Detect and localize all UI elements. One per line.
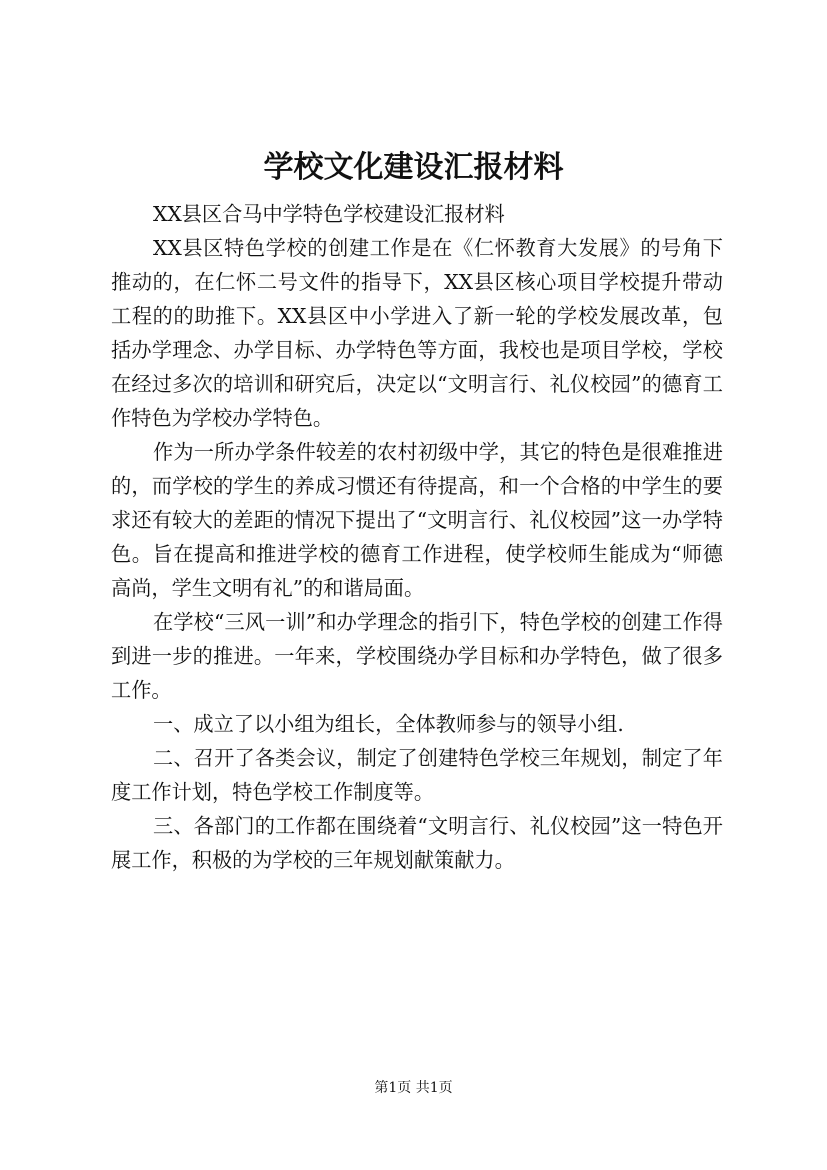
page-number-footer: 第1页 共1页 [374, 1080, 453, 1096]
paragraph-6: 三、各部门的工作都在围绕着“文明言行、礼仪校园”这一特色开展工作，积极的为学校的三年规划献策献力。 [111, 814, 723, 872]
document-body [111, 197, 723, 877]
paragraph-1: XX县区特色学校的创建工作是在《仁怀教育大发展》的号角下推动的，在仁怀二号文件的指导下，XX县区核心项目学校提升带动工程的的助推下。XX县区中小学进入了新一轮的学校发展改革，包括办学理念、办学目标、办学特色等方面，我校也是项目学校，学校在经过多次的培训和研究后，决定以“文明言行、礼仪校园”的德育工作特色为学校办学特色。 [111, 236, 723, 430]
document-title: 学校文化建设汇报材料 [263, 150, 564, 185]
paragraph-4: 一、成立了以小组为组长，全体教师参与的领导小组. [153, 712, 624, 736]
paragraph-5: 二、召开了各类会议，制定了创建特色学校三年规划，制定了年度工作计划，特色学校工作制度等。 [111, 746, 723, 804]
paragraph-2: 作为一所办学条件较差的农村初级中学，其它的特色是很难推进的，而学校的学生的养成习惯还有待提高，和一个合格的中学生的要求还有较大的差距的情况下提出了“文明言行、礼仪校园”这一办学特色。旨在提高和推进学校的德育工作进程，使学校师生能成为“师德高尚，学生文明有礼”的和谐局面。 [111, 440, 723, 600]
paragraph-subtitle: XX县区合马中学特色学校建设汇报材料 [153, 202, 505, 226]
paragraph-3: 在学校“三风一训”和办学理念的指引下，特色学校的创建工作得到进一步的推进。一年来，学校围绕办学目标和办学特色，做了很多工作。 [111, 610, 723, 702]
